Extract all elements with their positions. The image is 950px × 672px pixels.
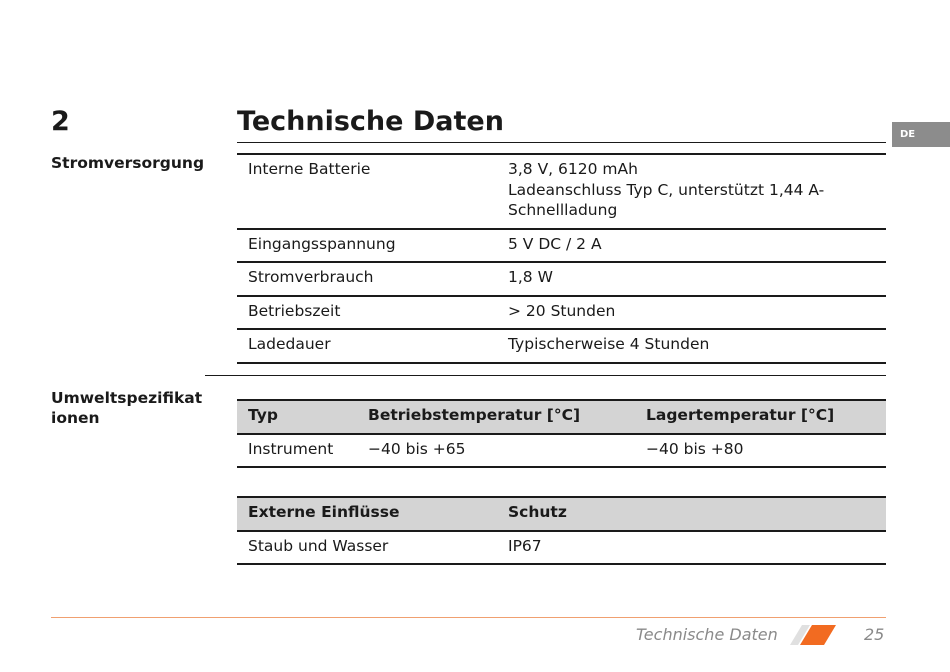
power-spec-table	[237, 153, 886, 364]
spec-value-line: Ladeanschluss Typ C, unterstützt 1,44 A-	[508, 180, 825, 199]
spec-value	[497, 154, 886, 229]
table-row	[237, 262, 886, 296]
table-row	[237, 296, 886, 330]
table-header-row	[237, 400, 886, 434]
spec-key: Ladedauer	[237, 329, 497, 363]
column-header: Schutz	[497, 497, 886, 531]
footer-stripe-icon	[790, 625, 838, 645]
table-row	[237, 154, 886, 229]
spec-value: > 20 Stunden	[497, 296, 886, 330]
column-header: Lagertemperatur [°C]	[635, 400, 886, 434]
table-row	[237, 329, 886, 363]
spec-key: Interne Batterie	[237, 154, 497, 229]
column-header: Betriebstemperatur [°C]	[357, 400, 635, 434]
section-divider	[205, 375, 886, 376]
column-header: Typ	[237, 400, 357, 434]
table-cell: IP67	[497, 531, 886, 565]
table-cell: −40 bis +80	[635, 434, 886, 468]
temperature-table	[237, 399, 886, 468]
spec-key: Stromverbrauch	[237, 262, 497, 296]
spec-key: Betriebszeit	[237, 296, 497, 330]
footer-divider	[51, 617, 886, 618]
protection-table	[237, 496, 886, 565]
title-divider	[237, 142, 886, 143]
page-number: 25	[864, 625, 885, 644]
table-header-row	[237, 497, 886, 531]
table-row	[237, 531, 886, 565]
environment-label-line: Umweltspezifikat	[51, 389, 203, 407]
power-section-label: Stromversorgung	[51, 154, 205, 172]
table-row	[237, 229, 886, 263]
language-tab[interactable]: DE	[892, 122, 950, 147]
chapter-number: 2	[51, 106, 70, 137]
spec-value: Typischerweise 4 Stunden	[497, 329, 886, 363]
spec-key: Eingangsspannung	[237, 229, 497, 263]
spec-value-line: Schnellladung	[508, 201, 618, 219]
spec-value: 5 V DC / 2 A	[497, 229, 886, 263]
column-header: Externe Einflüsse	[237, 497, 497, 531]
footer-title: Technische Daten	[636, 625, 778, 644]
spec-value-line: 3,8 V, 6120 mAh	[508, 160, 638, 178]
table-cell: Instrument	[237, 434, 357, 468]
table-cell: Staub und Wasser	[237, 531, 497, 565]
environment-label-line: ionen	[51, 409, 100, 427]
table-cell: −40 bis +65	[357, 434, 635, 468]
spec-value: 1,8 W	[497, 262, 886, 296]
environment-section-label	[51, 388, 226, 428]
chapter-title: Technische Daten	[237, 106, 504, 137]
table-row	[237, 434, 886, 468]
